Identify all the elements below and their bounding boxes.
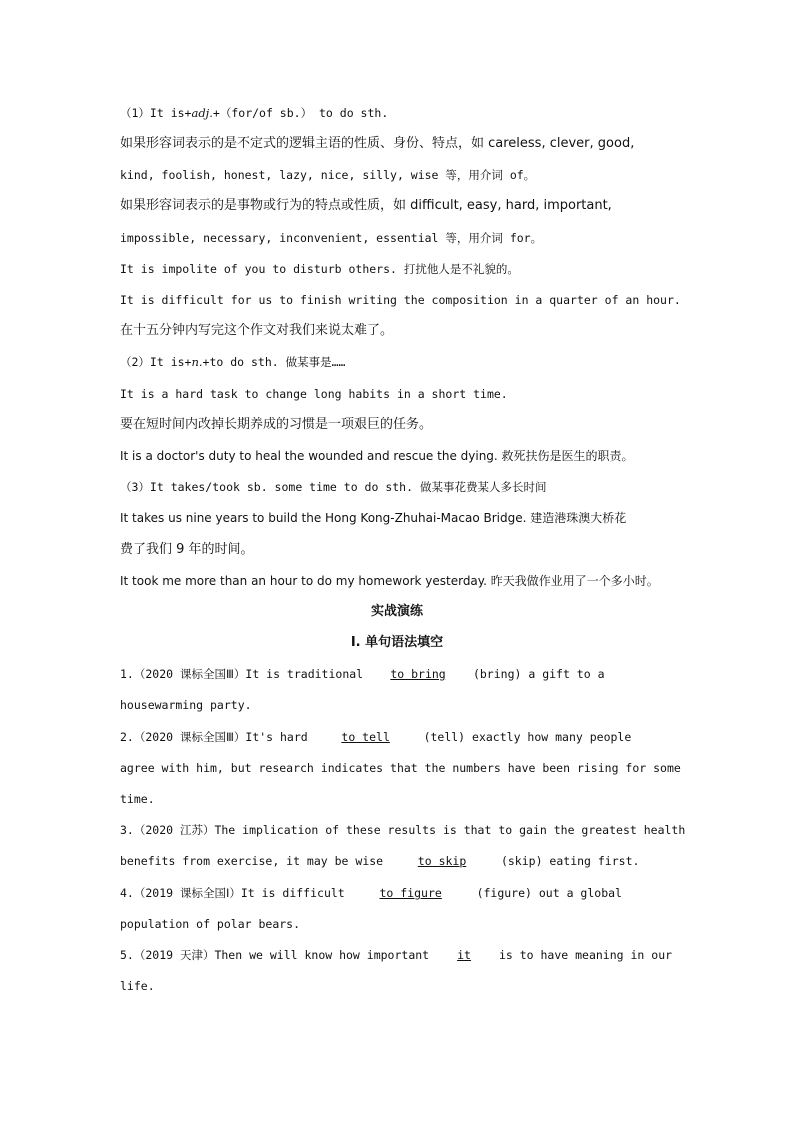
example-sentence-3: It is a hard task to change long habits in a short time.: [120, 387, 508, 401]
rule-paragraph-line-4: impossible, necessary, inconvenient, essential 等，用介词 for。: [120, 231, 543, 245]
rule-heading-1-part-b: adj.: [191, 106, 213, 120]
exercise-item-4: [120, 885, 680, 901]
exercise-4-answer-blank[interactable]: to figure: [379, 886, 442, 900]
example-sentence-2-translation: 在十五分钟内写完这个作文对我们来说太难了。: [120, 323, 394, 338]
exercise-item-3-line-2: [120, 853, 680, 869]
rule-heading-1-part-a: （1）It is+: [120, 106, 192, 120]
rule-paragraph-line-1: 如果形容词表示的是不定式的逻辑主语的性质、身份、特点，如 careless, clever, good,: [120, 136, 635, 151]
exercise-item-2-continuation-2: time.: [120, 792, 155, 806]
practice-title: 实战演练: [370, 604, 423, 619]
exercise-3-answer-blank[interactable]: to skip: [417, 854, 467, 868]
example-sentence-2: It is difficult for us to finish writing the composition in a quarter of an hour.: [120, 293, 681, 307]
example-sentence-4: It is a doctor's duty to heal the wounded and rescue the dying. 救死扶伤是医生的职责。: [120, 449, 634, 463]
exercise-3-stem-end: (skip) eating first.: [494, 854, 640, 868]
exercise-4-stem-end: (figure) out a global: [469, 886, 622, 900]
exercise-5-stem-end: is to have meaning in our: [492, 948, 673, 962]
exercise-item-2: [120, 729, 680, 745]
exercise-4-stem: 4.（2019 课标全国Ⅰ）It is difficult: [120, 886, 352, 900]
example-sentence-5: It takes us nine years to build the Hong Kong-Zhuhai-Macao Bridge. 建造港珠澳大桥花: [120, 511, 627, 525]
rule-heading-1-part-c: +（for/of sb.） to do sth.: [212, 106, 389, 120]
exercise-3-stem: benefits from exercise, it may be wise: [120, 854, 391, 868]
rule-heading-2-part-b: n.: [191, 355, 203, 369]
exercise-item-5: [120, 947, 680, 963]
exercise-1-stem-end: (bring) a gift to a: [466, 667, 605, 681]
example-sentence-3-translation: 要在短时间内改掉长期养成的习惯是一项艰巨的任务。: [120, 417, 433, 432]
rule-paragraph-line-3: 如果形容词表示的是事物或行为的特点或性质，如 difficult, easy, hard, important,: [120, 198, 612, 213]
exercise-item-2-continuation-1: agree with him, but research indicates that the numbers have been rising for some: [120, 761, 681, 775]
exercise-2-stem: 2.（2020 课标全国Ⅲ）It's hard: [120, 730, 315, 744]
exercise-5-answer-blank[interactable]: it: [457, 948, 471, 962]
rule-heading-2: [120, 354, 680, 370]
exercise-item-4-continuation: population of polar bears.: [120, 917, 301, 931]
example-sentence-6: It took me more than an hour to do my homework yesterday. 昨天我做作业用了一个多小时。: [120, 574, 659, 588]
exercise-1-stem: 1.（2020 课标全国Ⅲ）It is traditional: [120, 667, 371, 681]
rule-paragraph-line-2: kind, foolish, honest, lazy, nice, silly, wise 等，用介词 of。: [120, 168, 536, 182]
example-sentence-1: It is impolite of you to disturb others. 打扰他人是不礼貌的。: [120, 262, 519, 276]
exercise-1-answer-blank[interactable]: to bring: [390, 667, 446, 681]
example-sentence-5-translation: 费了我们 9 年的时间。: [120, 542, 254, 557]
practice-subtitle: Ⅰ. 单句语法填空: [350, 635, 444, 650]
exercise-2-stem-end: (tell) exactly how many people: [416, 730, 632, 744]
rule-heading-2-part-c: +to do sth. 做某事是……: [202, 355, 346, 369]
rule-heading-2-part-a: （2）It is+: [120, 355, 192, 369]
exercise-item-5-continuation: life.: [120, 979, 155, 993]
exercise-item-1: [120, 666, 680, 682]
exercise-item-1-continuation: housewarming party.: [120, 698, 252, 712]
exercise-item-3: 3.（2020 江苏）The implication of these results is that to gain the greatest health: [120, 823, 686, 837]
exercise-2-answer-blank[interactable]: to tell: [341, 730, 390, 744]
rule-heading-3: （3）It takes/took sb. some time to do sth. 做某事花费某人多长时间: [120, 480, 547, 494]
exercise-5-stem: 5.（2019 天津）Then we will know how important: [120, 948, 437, 962]
rule-heading-1: [120, 105, 680, 121]
